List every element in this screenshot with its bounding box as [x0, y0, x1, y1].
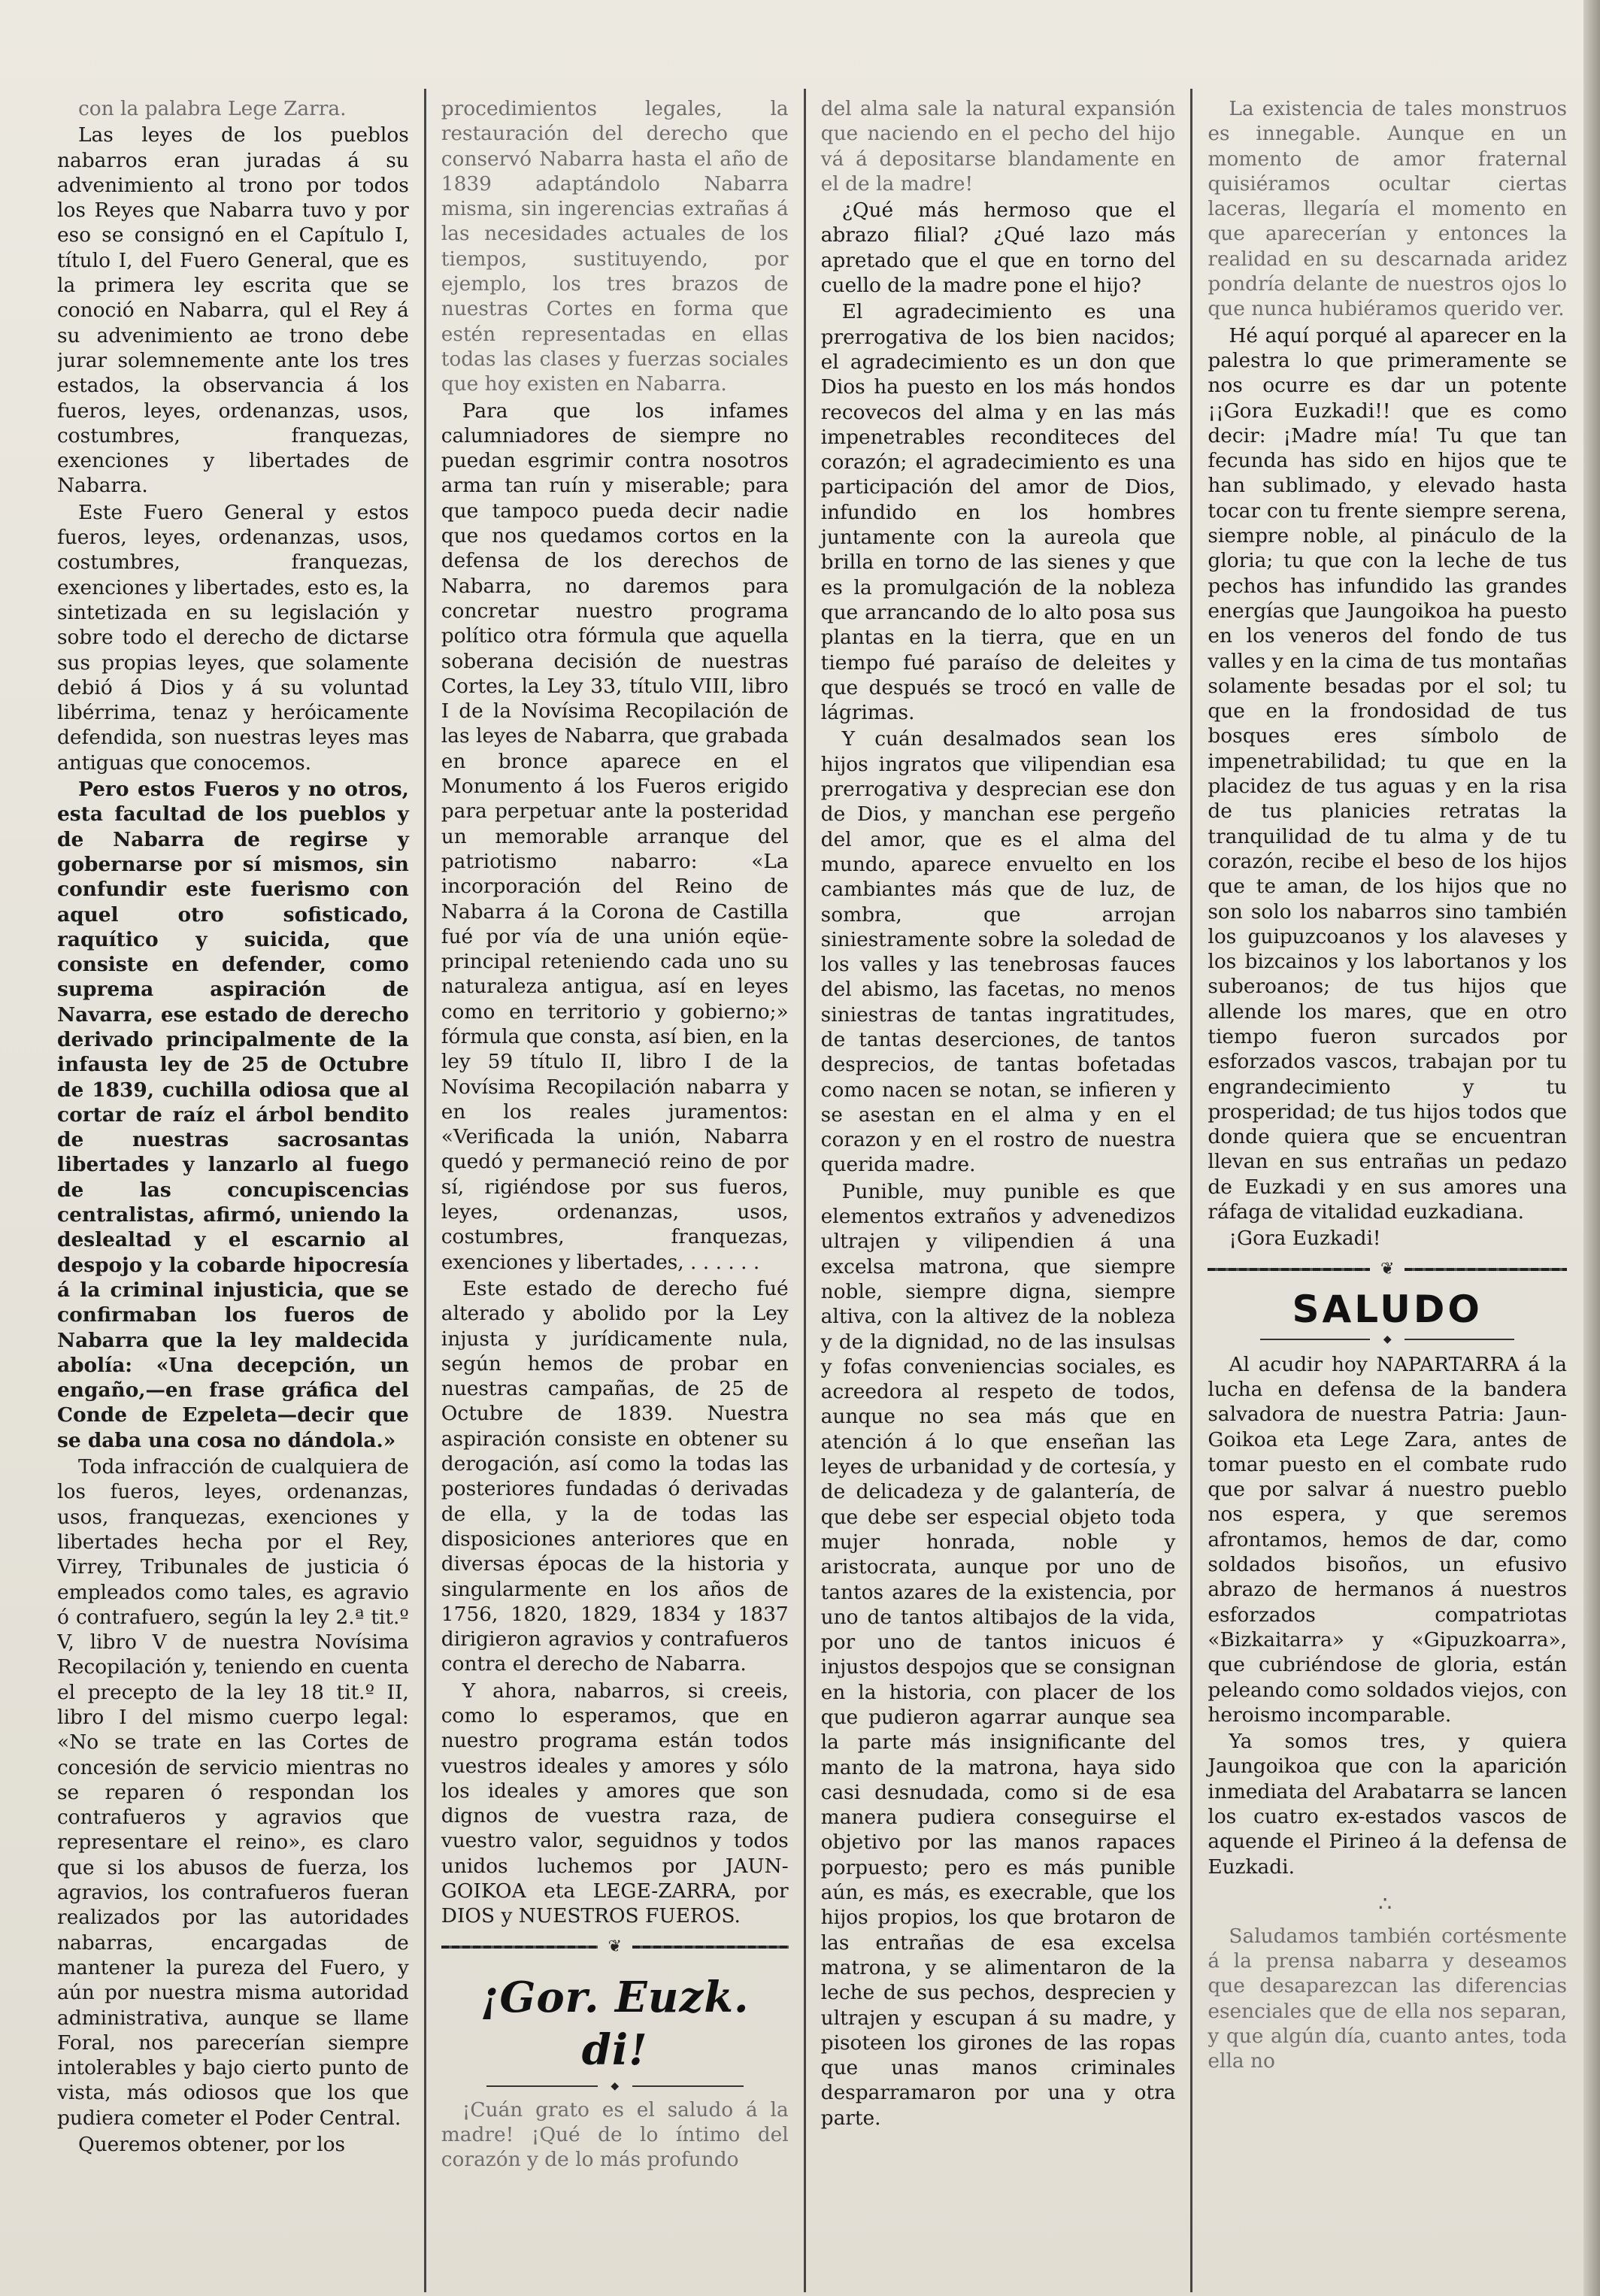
paragraph: procedimientos legales, la restauración del derecho que conservó Nabarra hasta el año de 1839 adaptándolo Nabarra misma, sin ingerencias extrañas á las necesidades actuales de los tiempos, sustituyendo, por ejemplo, los tres brazos de nuestras Cortes en forma que estén representadas en ellas todas las clases y fuerzas sociales que hoy existen en Nabarra.	[441, 97, 789, 396]
paragraph: Saludamos también cortésmente á la prensa nabarra y deseamos que desaparezcan las diferencias esenciales que de ella nos separan, y que algún día, cuanto antes, toda ella no	[1208, 1924, 1567, 2073]
page-edge-shadow	[1583, 0, 1600, 2296]
ornamental-rule: ❦	[1208, 1259, 1567, 1280]
paragraph: Para que los infames calumniadores de siempre no puedan esgrimir contra nosotros arma tan ruín y miserable; para que tampoco pueda decir nadie que nos quedamos cortos en la defensa de los derechos de Nabarra, no daremos para concretar nuestro programa político otra fórmula que aquella soberana decisión de nuestras Cortes, la Ley 33, título VIII, libro I de la Novísima Recopilación de las leyes de Nabarra, que grabada en bronce aparece en el Monumento á los Fueros erigido para perpetuar ante la posteridad un memorable arranque del patriotismo nabarro: «La incorporación del Reino de Nabarra á la Corona de Castilla fué por vía de una unión eqüe-principal reteniendo cada uno su naturaleza antigua, así en leyes como en territorio y gobierno;» fórmula que consta, así bien, en la ley 59 título II, libro I de la Novísima Recopilación nabarra y en los reales juramentos: «Verificada la unión, Nabarra quedó y permaneció reino de por sí, rigiéndose por sus fueros, leyes, ordenanzas, usos, costumbres, franquezas, exenciones y libertades, . . . . . .	[441, 399, 789, 1274]
column-layout	[57, 89, 1570, 2292]
paragraph: Pero estos Fueros y no otros, esta facultad de los pueblos y de Nabarra de regirse y gobernarse por sí mismos, sin confundir este fuerismo con aquel otro sofisticado, raquítico y suicida, que consiste en defender, como suprema aspiración de Navarra, ese estado de derecho derivado principalmente de la infausta ley de 25 de Octubre de 1839, cuchilla odiosa que al cortar de raíz el árbol bendito de nuestras sacrosantas libertades y lanzarlo al fuego de las concupiscencias centralistas, afirmó, uniendo la deslealtad y el escarnio al despojo y la cobarde hipocresía á la criminal injusticia, que se confirmaban los fueros de Nabarra que la ley maldecida abolía: «Una decepción, un engaño,—en frase gráfica del Conde de Ezpeleta—decir que se daba una cosa no dándola.»	[57, 778, 409, 1452]
paragraph: La existencia de tales monstruos es innegable. Aunque en un momento de amor fraternal quisiéramos ocultar ciertas laceras, llegaría el momento en que aparecerían y entonces la realidad en su descarnada aridez pondría delante de nuestros ojos lo que nunca hubiéramos querido ver.	[1208, 97, 1567, 321]
paragraph: ¡Cuán grato es el saludo á la madre! ¡Qué de lo íntimo del corazón y de lo más profundo	[441, 2097, 789, 2172]
column-2	[426, 89, 804, 2292]
column-4	[1192, 89, 1570, 2292]
saludo-heading: SALUDO	[1292, 1287, 1483, 1331]
paragraph: Al acudir hoy NAPARTARRA á la lucha en defensa de la bandera salvadora de nuestra Patria: Jaun-Goikoa eta Lege Zara, antes de tomar puesto en el combate rudo que por salvar á nuestro pueblo nos espera, y que seremos afrontamos, hemos de dar, como soldados bisoños, un efusivo abrazo de hermanos á nuestros esforzados compatriotas «Bizkaitarra» y «Gipuzkoarra», que cubriéndose de gloria, están peleando como soldados viejos, con heroismo incomparable.	[1208, 1352, 1567, 1727]
paragraph: El agradecimiento es una prerrogativa de los bien nacidos; el agradecimiento es un don que Dios ha puesto en los más hondos recovecos del alma y en las más impenetrables reconditeces del corazón; el agradecimiento es una participación del amor de Dios, infundido en los hombres juntamente con la aureola que brilla en torno de las sienes y que es la promulgación de la nobleza que arrancando de lo alto posa sus plantas en la tierra, que en un tiempo fué paraíso de deleites y que después se trocó en valle de lágrimas.	[820, 300, 1176, 725]
ornamental-rule: ◆	[1260, 1334, 1514, 1345]
paragraph: Y cuán desalmados sean los hijos ingratos que vilipendian esa prerrogativa y desprecian ese don de Dios, y manchan ese pergeño del amor, que es el alma del mundo, aparece envuelto en los cambiantes más que de luz, de sombra, que arrojan siniestramente sobre la soledad de los valles y las tenebrosas fauces del abismo, las facetas, no menos siniestras de tantas ingratitudes, de tantas deserciones, de tantos desprecios, de tantas bofetadas como nacen se notan, se infieren y se asestan en el alma y en el corazon y en el rostro de nuestra querida madre.	[820, 727, 1176, 1177]
section-separator: ∴	[1378, 1891, 1397, 1916]
paragraph: Este Fuero General y estos fueros, leyes, ordenanzas, usos, costumbres, franquezas, exenciones y libertades, esto es, la sintetizada en su legislación y sobre todo el derecho de dictarse sus propias leyes, que solamente debió á Dios y á su voluntad libérrima, tenaz y heróicamente defendida, son nuestras leyes mas antiguas que conocemos.	[57, 500, 409, 775]
paragraph: Toda infracción de cualquiera de los fueros, leyes, ordenanzas, usos, franquezas, exenciones y libertades hecha por el Rey, Virrey, Tribunales de justicia ó empleados como tales, es agravio ó contrafuero, según la ley 2.ª tit.º V, libro V de nuestra Novísima Recopilación y, teniendo en cuenta el precepto de la ley 18 tit.º II, libro I del mismo cuerpo legal: «No se trate en las Cortes de concesión de servicio mientras no se reparen ó respondan los contrafueros y agravios que representare el reino», es claro que si los abusos de fuerza, los agravios, los contrafueros fueran realizados por las autoridades nabarras, encargadas de mantener la pureza del Fuero, y aún por nuestra misma autoridad administrativa, aunque se llame Foral, nos parecerían siempre intolerables y bajo cierto punto de vista, más odiosos que los que pudiera cometer el Poder Central.	[57, 1455, 409, 2130]
column-1	[57, 89, 424, 2292]
paragraph: Ya somos tres, y quiera Jaungoikoa que con la aparición inmediata del Arabatarra se lancen los cuatro ex-estados vascos de aquende el Pirineo á la defensa de Euzkadi.	[1208, 1730, 1567, 1879]
paragraph: con la palabra Lege Zarra.	[78, 97, 347, 120]
paragraph: Punible, muy punible es que elementos extraños y advenedizos ultrajen y vilipendien á una excelsa matrona, que siempre noble, siempre digna, siempre altiva, con la altivez de la nobleza y de la dignidad, no de las insulsas y fofas conveniencias sociales, es acreedora al respeto de todos, aunque no sea más que en atención á lo que enseñan las leyes de urbanidad y de cortesía, y de delicadeza y de galantería, de que debe ser especial objeto toda mujer honrada, noble y aristocrata, aunque por uno de tantos azares de la existencia, por uno de tantos altibajos de la vida, por uno de tantos inicuos é injustos despojos que se consignan en la historia, con placer de los que pudieron agarrar aunque sea la parte más insignificante del manto de la matrona, haya sido casi desnudada, como si de esa manera pudiera conseguirse el objetivo por las manos rapaces porpuesto; pero es más punible aún, es más, es execrable, que los hijos propios, los que brotaron de las entrañas de esa excelsa matrona, y se alimentaron de la leche de sus pechos, desprecien y ultrajen y escupan á su madre, y pisoteen los girones de las ropas que unas manos criminales desparramaron por una y otra parte.	[820, 1179, 1176, 2130]
gora-euzkadi-heading: ¡Gor. Euzk. di!	[480, 1972, 750, 2075]
paragraph: ¿Qué más hermoso que el abrazo filial? ¿Qué lazo más apretado que el que en torno del cuello de la madre pone el hijo?	[820, 199, 1176, 298]
paragraph: Las leyes de los pueblos nabarros eran juradas á su advenimiento al trono por todos los Reyes que Nabarra tuvo y por eso se consignó en el Capítulo I, título I, del Fuero General, que es la primera ley escrita que se conoció en Nabarra, qul el Rey á su advenimiento ae trono debe jurar solemnemente ante los tres estados, la observancia á los fueros, leyes, ordenanzas, usos, costumbres, franquezas, exenciones y libertades de Nabarra.	[57, 123, 409, 498]
paragraph: Queremos obtener, por los	[78, 2133, 346, 2157]
paragraph: Este estado de derecho fué alterado y abolido por la Ley injusta y jurídicamente nula, según hemos de probar en nuestras campañas, de 25 de Octubre de 1839. Nuestra aspiración consiste en obtener su derogación, así como la todas las posteriores fundadas ó derivadas de ella, y la de todas las disposiciones anteriores que en diversas épocas de la historia y singularmente en los años de 1756, 1820, 1829, 1834 y 1837 dirigieron agravios y contrafueros contra el derecho de Nabarra.	[441, 1276, 789, 1676]
ornamental-rule: ◆	[486, 2081, 744, 2091]
paragraph: Y ahora, nabarros, si creeis, como lo esperamos, que en nuestro programa están todos vuestros ideales y amores y sólo los ideales y amores que son dignos de vuestra raza, de vuestro valor, seguidnos y todos unidos luchemos por JAUN-GOIKOA eta LEGE-ZARRA, por DIOS y NUESTROS FUEROS.	[441, 1679, 789, 1928]
paragraph: del alma sale la natural expansión que naciendo en el pecho del hijo vá á depositarse blandamente en el de la madre!	[820, 97, 1176, 196]
ornamental-rule: ❦	[441, 1937, 789, 1958]
column-3	[806, 89, 1191, 2292]
paragraph: Hé aquí porqué al aparecer en la palestra lo que primeramente se nos ocurre es dar un potente ¡¡Gora Euzkadi!! que es como decir: ¡Madre mía! Tu que tan fecunda has sido en hijos que te han sublimado, y elevado hasta tocar con tu frente siempre serena, siempre noble, al pináculo de la gloria; tu que con la leche de tus pechos has infundido las grandes energías que Jaungoikoa ha puesto en los veneros del fondo de tus valles y en la cima de tus montañas solamente besadas por el sol; tu que en la frondosidad de tus bosques eres símbolo de impenetrabilidad; tu que en la placidez de tus aguas y en la risa de tus planicies retratas la tranquilidad de tu alma y de tu corazón, recibe el beso de los hijos que te aman, de los hijos que no son solo los nabarros sino también los guipuzcoanos y los alaveses y los bizcainos y los labortanos y los suberoanos; de tus hijos que allende los mares, que en otro tiempo fueron surcados por esforzados vascos, trabajan por tu engrandecimiento y tu prosperidad; de tus hijos todos que donde quiera que se encuentran llevan en sus entrañas un pedazo de Euzkadi y en sus amores una ráfaga de vitalidad euzkadiana.	[1208, 323, 1567, 1224]
paragraph: ¡Gora Euzkadi!	[1229, 1227, 1381, 1251]
